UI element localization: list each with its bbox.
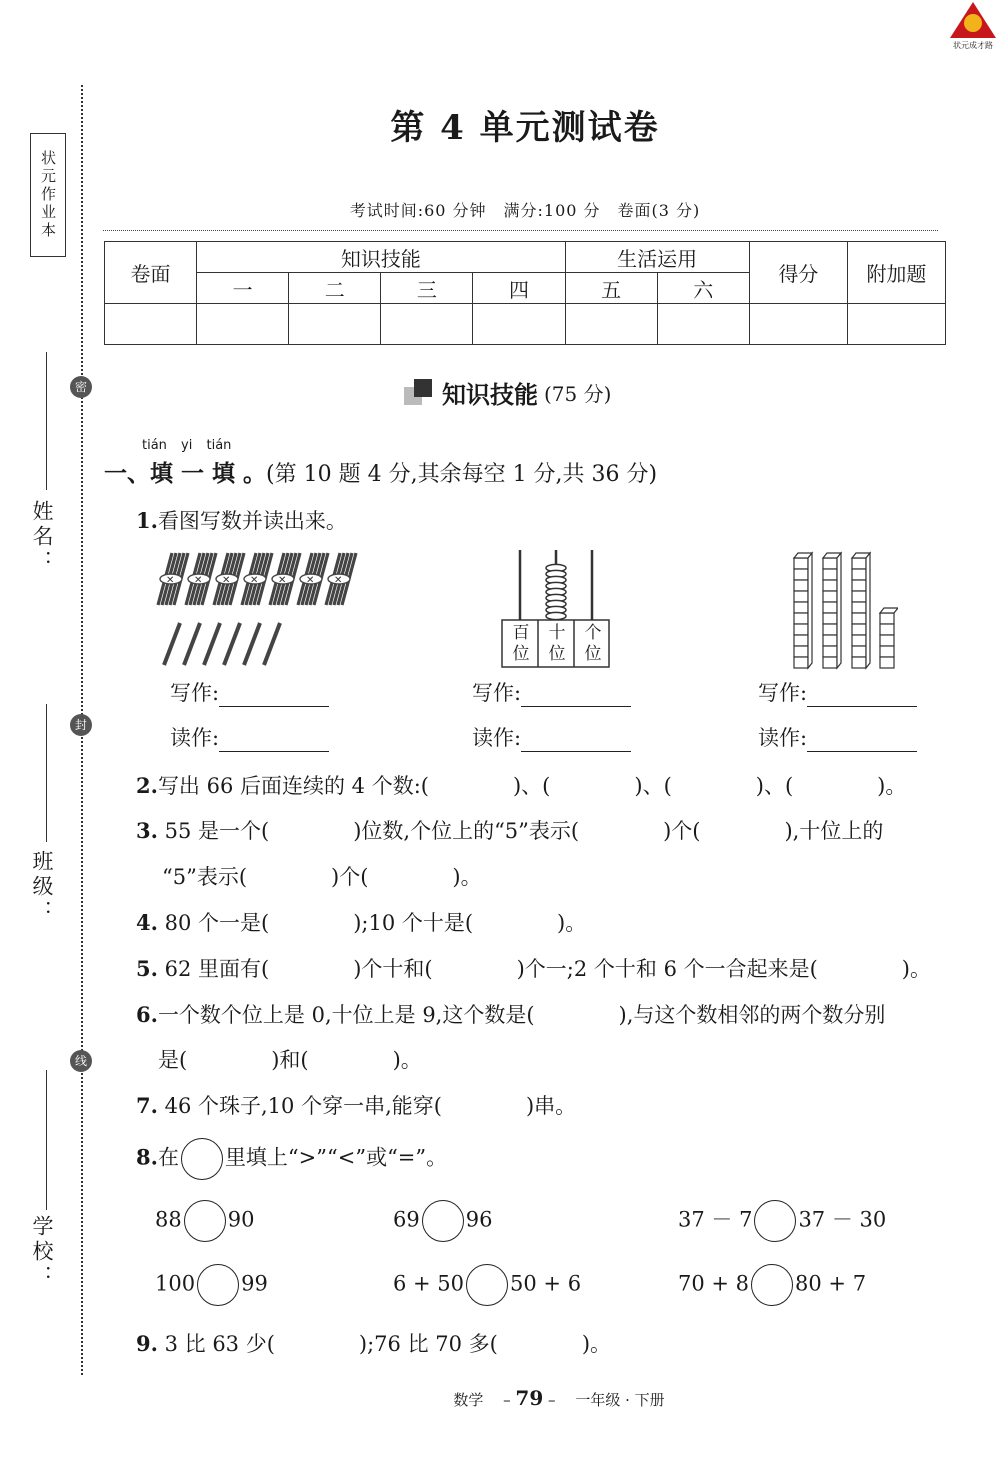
col-fujia: 附加题 (847, 242, 945, 304)
ten-cube (794, 558, 808, 569)
compare-right: 96 (465, 1207, 493, 1232)
ten-cube (852, 646, 866, 657)
write-label: 写作: (758, 681, 808, 705)
compare-item-6 (678, 1264, 866, 1306)
cube-top (880, 608, 898, 613)
answer-blank[interactable] (807, 686, 917, 707)
logo-emblem (964, 14, 982, 32)
ten-cube (823, 624, 837, 635)
ten-cube (852, 602, 866, 613)
one-cube (880, 657, 894, 668)
col-juanmian: 卷面 (105, 242, 197, 304)
ten-cube (852, 657, 866, 668)
compare-right: 90 (227, 1207, 255, 1232)
ten-cube (852, 558, 866, 569)
seal-feng: 封 (70, 714, 92, 736)
bundle-mark: ✕ (222, 575, 231, 586)
compare-left: 6 + 50 (393, 1271, 465, 1296)
qnum: 5. (136, 956, 158, 981)
footer-subject: 数学 (453, 1391, 484, 1409)
abacus-bead (546, 612, 566, 619)
qnum: 2. (136, 773, 158, 798)
qnum: 9. (136, 1331, 158, 1356)
stick-bundle (242, 553, 272, 605)
ten-cube (852, 591, 866, 602)
brand-label: 状元作业本 (30, 133, 66, 257)
stick-bundle (158, 553, 188, 605)
qnum: 8. (136, 1144, 158, 1170)
compare-left: 70 + 8 (678, 1271, 750, 1296)
score-cell[interactable] (381, 304, 473, 345)
exam-info: 考试时间:60 分钟 满分:100 分 卷面(3 分) (349, 201, 701, 220)
cube-columns-figure (788, 548, 898, 670)
qnum: 4. (136, 910, 158, 935)
ten-cube (794, 657, 808, 668)
col-3: 三 (381, 273, 473, 304)
qnum: 1. (136, 508, 158, 533)
page-number: 79 (515, 1386, 544, 1410)
question-4 (136, 907, 586, 937)
part-title: 一、填 一 填 。 (104, 461, 267, 487)
abacus-label-ones: 个 位 (584, 623, 602, 664)
compare-right: 37 － 30 (798, 1207, 887, 1232)
answer-blank[interactable] (219, 731, 329, 752)
ten-cube (794, 646, 808, 657)
part-note: (第 10 题 4 分,其余每空 1 分,共 36 分) (266, 462, 658, 487)
bundle-mark: ✕ (306, 575, 315, 586)
write-label: 写作: (170, 681, 220, 705)
score-cell[interactable] (289, 304, 381, 345)
write-answer-1 (170, 677, 329, 707)
cube-side (808, 553, 812, 668)
score-cell[interactable] (847, 304, 945, 345)
compare-left: 100 (155, 1271, 196, 1296)
sticks-bundles-figure (150, 545, 370, 670)
pinyin: tián yi tián (142, 438, 232, 453)
single-stick (264, 623, 280, 665)
col-1: 一 (197, 273, 289, 304)
compare-item-2 (393, 1200, 492, 1242)
question-3 (136, 815, 883, 845)
compare-left: 88 (155, 1207, 182, 1232)
score-cell[interactable] (749, 304, 847, 345)
score-table (104, 241, 946, 345)
ten-cube (794, 580, 808, 591)
compare-item-3 (678, 1200, 886, 1242)
col-2: 二 (289, 273, 381, 304)
q-text: 3 比 63 少( );76 比 70 多( )。 (157, 1332, 612, 1356)
read-answer-3 (758, 722, 917, 752)
ten-cube (823, 602, 837, 613)
group-life: 生活运用 (565, 242, 749, 273)
q-text: 46 个珠子,10 个穿一串,能穿( )串。 (157, 1094, 577, 1118)
read-label: 读作: (472, 726, 522, 750)
compare-item-4 (155, 1264, 268, 1306)
ten-cube (794, 624, 808, 635)
q-text: 写出 66 后面连续的 4 个数:( )、( )、( )、( )。 (157, 774, 907, 798)
question-1 (136, 505, 347, 535)
bundle-mark: ✕ (278, 575, 287, 586)
question-5 (136, 953, 931, 983)
group-knowledge: 知识技能 (197, 242, 565, 273)
ten-cube (794, 613, 808, 624)
question-7 (136, 1090, 576, 1120)
compare-circle[interactable] (466, 1264, 508, 1306)
question-2 (136, 770, 906, 800)
footer-grade: 一年级 · 下册 (575, 1391, 665, 1409)
bundle-mark: ✕ (334, 575, 343, 586)
ten-cube (823, 569, 837, 580)
section-icon (404, 377, 434, 407)
write-answer-2 (472, 677, 631, 707)
q-text: 62 里面有( )个十和( )个一;2 个十和 6 个一合起来是( )。 (157, 957, 931, 981)
question-6-line2: 是( )和( )。 (158, 1048, 422, 1072)
single-stick (204, 623, 220, 665)
compare-left: 37 － 7 (678, 1207, 753, 1232)
question-3-line2: “5”表示( )个( )。 (162, 865, 482, 889)
section-name: 知识技能 (442, 380, 538, 409)
answer-blank[interactable] (219, 686, 329, 707)
read-answer-2 (472, 722, 631, 752)
answer-blank[interactable] (521, 686, 631, 707)
compare-circle[interactable] (751, 1264, 793, 1306)
col-defen: 得分 (749, 242, 847, 304)
one-cube (880, 613, 894, 624)
q-text: 看图写数并读出来。 (157, 509, 347, 533)
col-4: 四 (473, 273, 565, 304)
ten-cube (852, 569, 866, 580)
question-9 (136, 1328, 611, 1358)
qnum: 6. (136, 1002, 158, 1027)
compare-left: 69 (393, 1207, 420, 1232)
one-cube (880, 646, 894, 657)
one-cube (880, 624, 894, 635)
compare-circle[interactable] (422, 1200, 464, 1242)
compare-circle[interactable] (184, 1200, 226, 1242)
bundle-mark: ✕ (250, 575, 259, 586)
ten-cube (794, 569, 808, 580)
q-text: 一个数个位上是 0,十位上是 9,这个数是( ),与这个数相邻的两个数分别 (157, 1003, 886, 1027)
ten-cube (823, 657, 837, 668)
class-line (46, 704, 47, 842)
school-label: 学校： (30, 1215, 54, 1290)
section-title (404, 374, 611, 410)
compare-circle[interactable] (197, 1264, 239, 1306)
compare-circle (181, 1138, 223, 1180)
score-cell[interactable] (657, 304, 749, 345)
stick-bundle (270, 553, 300, 605)
q-text: 里填上“>”“<”或“=”。 (224, 1145, 448, 1170)
stick-bundle (186, 553, 216, 605)
read-answer-1 (170, 722, 329, 752)
ten-cube (794, 602, 808, 613)
score-cell[interactable] (197, 304, 289, 345)
abacus-label-hundreds: 百 位 (512, 623, 530, 664)
one-cube (880, 635, 894, 646)
score-cell[interactable] (565, 304, 657, 345)
class-label: 班级： (30, 850, 54, 925)
write-label: 写作: (472, 681, 522, 705)
single-stick (184, 623, 200, 665)
ten-cube (823, 580, 837, 591)
bundle-mark: ✕ (194, 575, 203, 586)
q-text: 55 是一个( )位数,个位上的“5”表示( )个( ),十位上的 (157, 819, 884, 843)
section-score: (75 分) (544, 381, 612, 406)
stick-bundle (298, 553, 328, 605)
ten-cube (852, 624, 866, 635)
col-6: 六 (657, 273, 749, 304)
col-5: 五 (565, 273, 657, 304)
compare-item-1 (155, 1200, 254, 1242)
page-title: 第 4 单元测试卷 (390, 108, 660, 148)
question-8 (136, 1138, 447, 1180)
stick-bundle (214, 553, 244, 605)
read-label: 读作: (170, 726, 220, 750)
question-6 (136, 999, 885, 1029)
ten-cube (823, 646, 837, 657)
part-heading (104, 455, 657, 488)
ten-cube (852, 635, 866, 646)
compare-right: 50 + 6 (510, 1271, 582, 1296)
q-text: 80 个一是( );10 个十是( )。 (157, 911, 587, 935)
divider (103, 230, 938, 231)
single-stick (244, 623, 260, 665)
compare-right: 80 + 7 (795, 1271, 867, 1296)
write-answer-3 (758, 677, 917, 707)
answer-blank[interactable] (521, 731, 631, 752)
bundle-mark: ✕ (166, 575, 175, 586)
compare-circle[interactable] (754, 1200, 796, 1242)
score-cell[interactable] (105, 304, 197, 345)
logo-text: 状元成才路 (953, 41, 993, 50)
school-line (46, 1070, 47, 1210)
compare-item-5 (393, 1264, 581, 1306)
qnum: 7. (136, 1093, 158, 1118)
seal-xian: 线 (70, 1050, 92, 1072)
compare-right: 99 (241, 1271, 268, 1296)
ten-cube (823, 613, 837, 624)
answer-blank[interactable] (807, 731, 917, 752)
score-cell[interactable] (473, 304, 565, 345)
cube-side (866, 553, 870, 668)
single-stick (224, 623, 240, 665)
read-label: 读作: (758, 726, 808, 750)
stick-bundle (326, 553, 356, 605)
ten-cube (852, 613, 866, 624)
q-text: 在 (157, 1145, 179, 1170)
name-label: 姓名： (30, 500, 54, 575)
seal-mi: 密 (70, 376, 92, 398)
ten-cube (794, 635, 808, 646)
ten-cube (852, 580, 866, 591)
ten-cube (823, 558, 837, 569)
single-stick (164, 623, 180, 665)
abacus-label-tens: 十 位 (548, 623, 566, 664)
ten-cube (794, 591, 808, 602)
ten-cube (823, 635, 837, 646)
ten-cube (823, 591, 837, 602)
cube-side (837, 553, 841, 668)
page-footer: 数学 – 79 – 一年级 · 下册 (453, 1386, 665, 1410)
name-line (46, 352, 47, 490)
qnum: 3. (136, 818, 158, 843)
